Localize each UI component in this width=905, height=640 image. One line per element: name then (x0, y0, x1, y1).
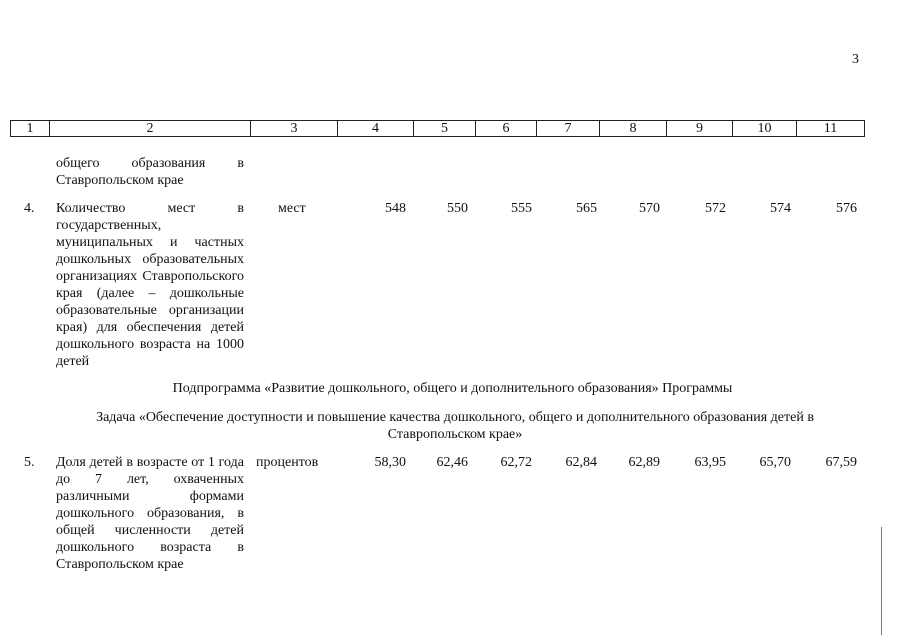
header-col-8: 8 (600, 121, 667, 136)
header-col-1: 1 (11, 121, 50, 136)
row-4-value-col4: 548 (385, 201, 406, 216)
page-number: 3 (852, 52, 859, 67)
row-5-number: 5. (24, 455, 35, 470)
row-5-value-col4: 58,30 (374, 455, 406, 470)
row-5-description: Доля детей в возрасте от 1 года до 7 лет, охваченных различными формами дошкольного образования, в общей численности детей дошкольного возраста в Ставропольском крае (56, 455, 244, 572)
header-col-5: 5 (414, 121, 476, 136)
row-4-value-col7: 565 (576, 201, 597, 216)
row-5-value-col9: 63,95 (694, 455, 726, 470)
header-col-2: 2 (50, 121, 251, 136)
task-heading: Задача «Обеспечение доступности и повышение качества дошкольного, общего и дополнительного образования детей в Ставропольском крае» (96, 410, 814, 442)
table-header-row (10, 120, 865, 137)
header-col-3: 3 (251, 121, 338, 136)
row-4-value-col10: 574 (770, 201, 791, 216)
header-col-9: 9 (667, 121, 733, 136)
row-4-number: 4. (24, 201, 35, 216)
header-col-4: 4 (338, 121, 414, 136)
header-col-11: 11 (823, 121, 838, 136)
scan-edge-line (881, 527, 882, 635)
row-4-value-col9: 572 (705, 201, 726, 216)
row-5-value-col5: 62,46 (436, 455, 468, 470)
row-4-value-col11: 576 (836, 201, 857, 216)
continuation-text: общего образования в Ставропольском крае (56, 156, 244, 188)
header-col-10: 10 (733, 121, 797, 136)
row-5-unit: процентов (256, 455, 319, 470)
row-5-value-col6: 62,72 (500, 455, 532, 470)
header-col-6: 6 (476, 121, 537, 136)
row-5-value-col7: 62,84 (565, 455, 597, 470)
row-4-value-col8: 570 (639, 201, 660, 216)
row-4-value-col6: 555 (511, 201, 532, 216)
row-4-unit: мест (278, 201, 306, 216)
row-4-value-col5: 550 (447, 201, 468, 216)
row-5-value-col8: 62,89 (628, 455, 660, 470)
row-5-value-col11: 67,59 (825, 455, 857, 470)
header-col-7: 7 (537, 121, 600, 136)
subprogram-heading: Подпрограмма «Развитие дошкольного, общего и дополнительного образования» Программы (172, 381, 733, 396)
row-4-description: Количество мест в государственных, муниципальных и частных дошкольных образовательных организациях Ставропольского края (далее – дошкольные образовательные организации края) для обеспечения детей дошкольного возраста на 1000 детей (56, 201, 244, 369)
row-5-value-col10: 65,70 (759, 455, 791, 470)
